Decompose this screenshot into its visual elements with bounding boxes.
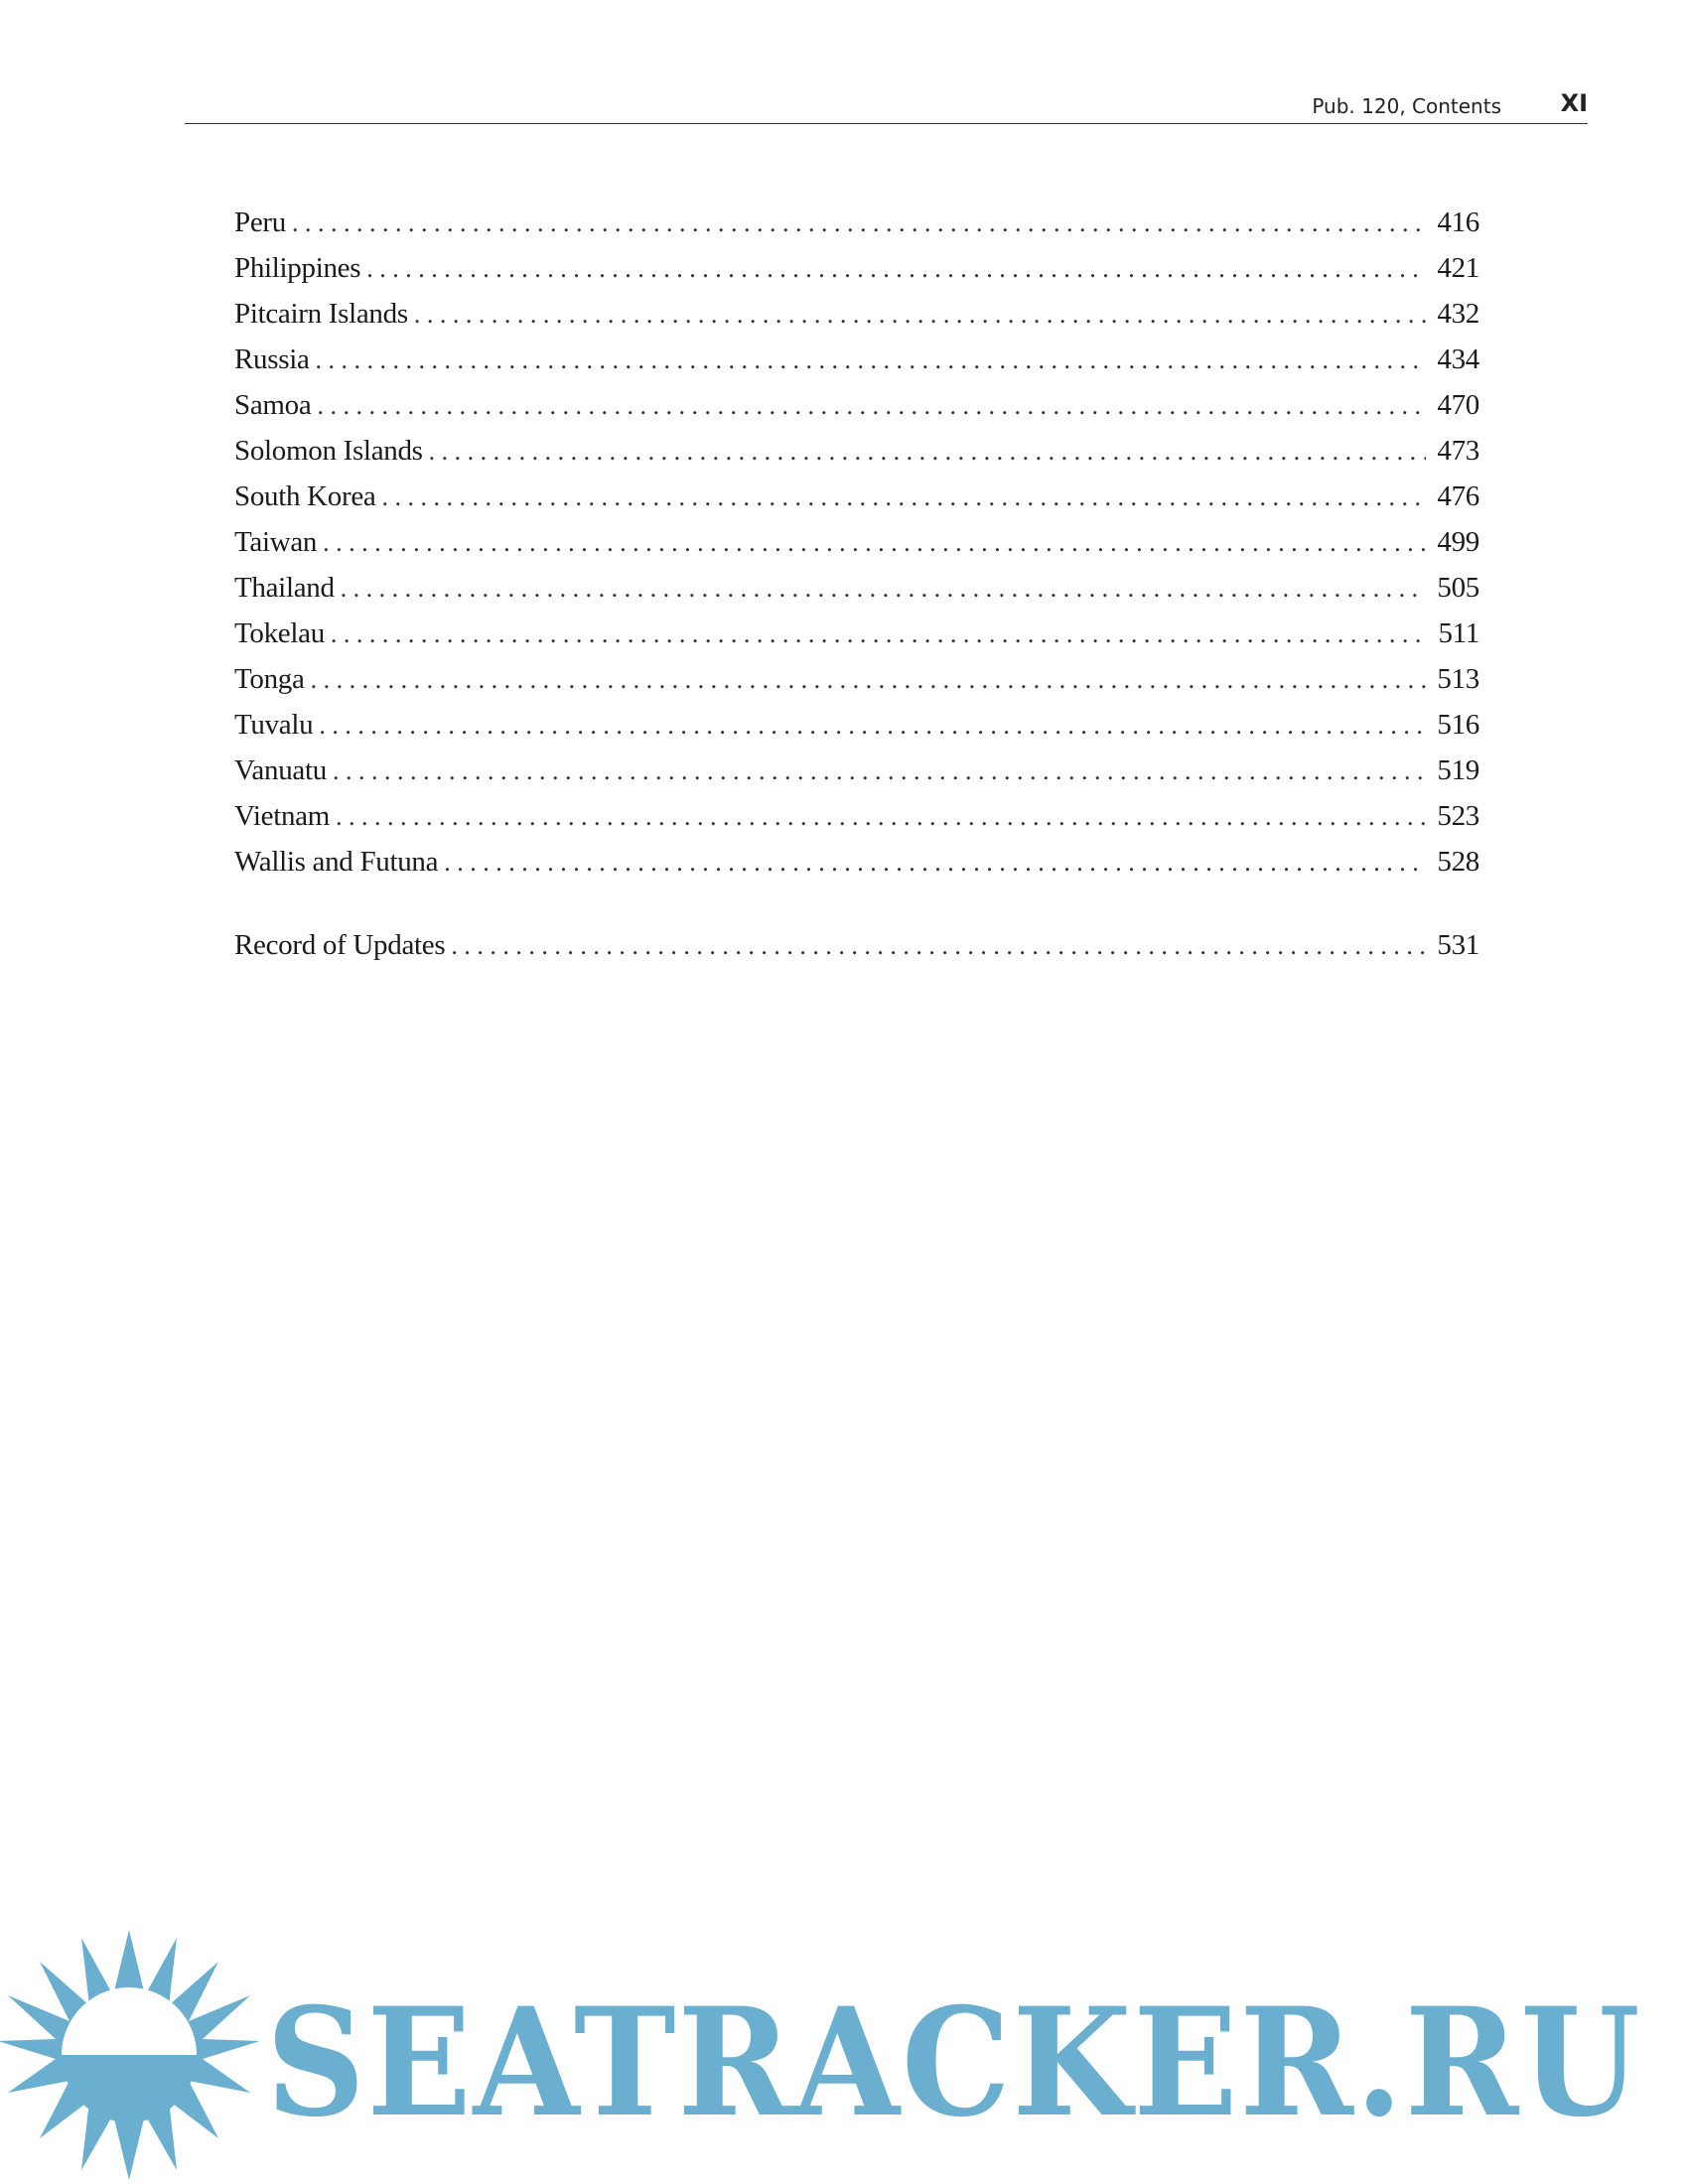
toc-entry-name: Wallis and Futuna xyxy=(234,846,439,878)
table-of-contents xyxy=(234,206,1479,975)
toc-entry-page: 505 xyxy=(1437,572,1479,604)
toc-entry-name: Pitcairn Islands xyxy=(234,298,408,330)
dot-leader xyxy=(341,574,1426,604)
dot-leader xyxy=(311,665,1426,695)
toc-entry-vanuatu[interactable] xyxy=(234,754,1479,800)
toc-entry-page: 523 xyxy=(1437,800,1479,832)
dot-leader xyxy=(381,482,1426,512)
toc-entry-page: 528 xyxy=(1437,846,1479,878)
toc-entry-record-of-updates[interactable] xyxy=(234,929,1479,975)
toc-entry-peru[interactable] xyxy=(234,206,1479,252)
dot-leader xyxy=(429,437,1426,467)
toc-entry-page: 476 xyxy=(1437,480,1479,512)
toc-entry-name: Record of Updates xyxy=(234,929,446,961)
toc-entry-page: 531 xyxy=(1437,929,1479,961)
dot-leader xyxy=(333,756,1426,786)
dot-leader xyxy=(366,254,1426,284)
toc-entry-page: 519 xyxy=(1437,754,1479,786)
toc-entry-name: Vanuatu xyxy=(234,754,327,786)
dot-leader xyxy=(317,391,1426,421)
dot-leader xyxy=(336,802,1426,832)
toc-entry-page: 416 xyxy=(1437,206,1479,238)
toc-entry-name: Tokelau xyxy=(234,617,325,649)
dot-leader xyxy=(316,345,1426,375)
toc-entry-name: Peru xyxy=(234,206,286,238)
toc-entry-russia[interactable] xyxy=(234,343,1479,389)
dot-leader xyxy=(292,208,1426,238)
toc-entry-page: 470 xyxy=(1437,389,1479,421)
toc-entry-tonga[interactable] xyxy=(234,663,1479,709)
toc-entry-name: South Korea xyxy=(234,480,376,512)
dot-leader xyxy=(323,528,1426,558)
dot-leader xyxy=(444,848,1426,878)
toc-entry-vietnam[interactable] xyxy=(234,800,1479,846)
toc-entry-page: 511 xyxy=(1438,617,1479,649)
toc-entry-tuvalu[interactable] xyxy=(234,709,1479,754)
toc-entry-pitcairn-islands[interactable] xyxy=(234,298,1479,343)
toc-entry-wallis-and-futuna[interactable] xyxy=(234,846,1479,891)
toc-entry-taiwan[interactable] xyxy=(234,526,1479,572)
toc-entry-name: Taiwan xyxy=(234,526,318,558)
toc-entry-name: Thailand xyxy=(234,572,335,604)
sun-logo-icon xyxy=(0,1926,258,2184)
toc-entry-name: Tonga xyxy=(234,663,305,695)
toc-entry-philippines[interactable] xyxy=(234,252,1479,298)
toc-entry-page: 473 xyxy=(1437,435,1479,467)
toc-entry-name: Samoa xyxy=(234,389,312,421)
toc-entry-name: Solomon Islands xyxy=(234,435,423,467)
toc-entry-name: Tuvalu xyxy=(234,709,314,741)
toc-entry-name: Vietnam xyxy=(234,800,331,832)
toc-entry-solomon-islands[interactable] xyxy=(234,435,1479,480)
toc-entry-page: 432 xyxy=(1437,298,1479,330)
page-number: XI xyxy=(1560,89,1588,117)
watermark xyxy=(0,1926,1688,2184)
toc-entry-page: 434 xyxy=(1437,343,1479,375)
watermark-text: SEATRACKER.RU xyxy=(266,1976,1642,2150)
dot-leader xyxy=(331,619,1426,649)
toc-entry-page: 421 xyxy=(1437,252,1479,284)
dot-leader xyxy=(451,931,1426,961)
toc-entry-name: Philippines xyxy=(234,252,361,284)
page-header xyxy=(185,89,1588,124)
toc-entry-page: 516 xyxy=(1437,709,1479,741)
running-title: Pub. 120, Contents xyxy=(1312,94,1501,118)
toc-entry-samoa[interactable] xyxy=(234,389,1479,435)
toc-entry-name: Russia xyxy=(234,343,310,375)
toc-entry-thailand[interactable] xyxy=(234,572,1479,617)
toc-entry-tokelau[interactable] xyxy=(234,617,1479,663)
dot-leader xyxy=(414,300,1426,330)
toc-entry-page: 513 xyxy=(1437,663,1479,695)
toc-entry-page: 499 xyxy=(1437,526,1479,558)
dot-leader xyxy=(319,711,1426,741)
toc-entry-south-korea[interactable] xyxy=(234,480,1479,526)
